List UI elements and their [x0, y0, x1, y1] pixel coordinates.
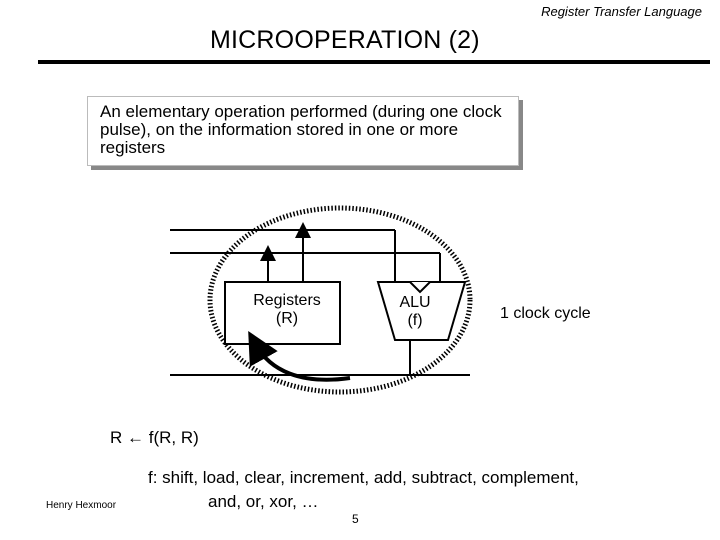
registers-label-line2: (R): [275, 310, 299, 327]
formula-arrow: ←: [127, 428, 145, 447]
formula-lhs: R: [110, 428, 123, 447]
header-label: Register Transfer Language: [541, 4, 702, 19]
definition-text: An elementary operation performed (during one clock pulse), on the information stored in one or more registers: [100, 102, 502, 157]
transfer-formula: [110, 428, 199, 448]
slide-title: MICROOPERATION (2): [210, 26, 480, 54]
alu-label-line1: ALU: [399, 294, 431, 311]
clock-cycle-label: 1 clock cycle: [500, 305, 591, 322]
title-rule: [38, 60, 710, 64]
alu-label: [380, 294, 450, 330]
registers-label: [232, 292, 342, 328]
alu-label-line2: (f): [407, 312, 423, 329]
author: Henry Hexmoor: [46, 500, 117, 511]
microoperation-diagram: [0, 190, 720, 440]
function-list: [148, 466, 579, 514]
function-list-line2: and, or, xor, …: [208, 492, 319, 511]
registers-label-line1: Registers: [253, 292, 321, 309]
formula-rhs: f(R, R): [148, 428, 199, 447]
function-list-line1: f: shift, load, clear, increment, add, subtract, complement,: [148, 468, 579, 487]
page-number: 5: [352, 512, 359, 526]
